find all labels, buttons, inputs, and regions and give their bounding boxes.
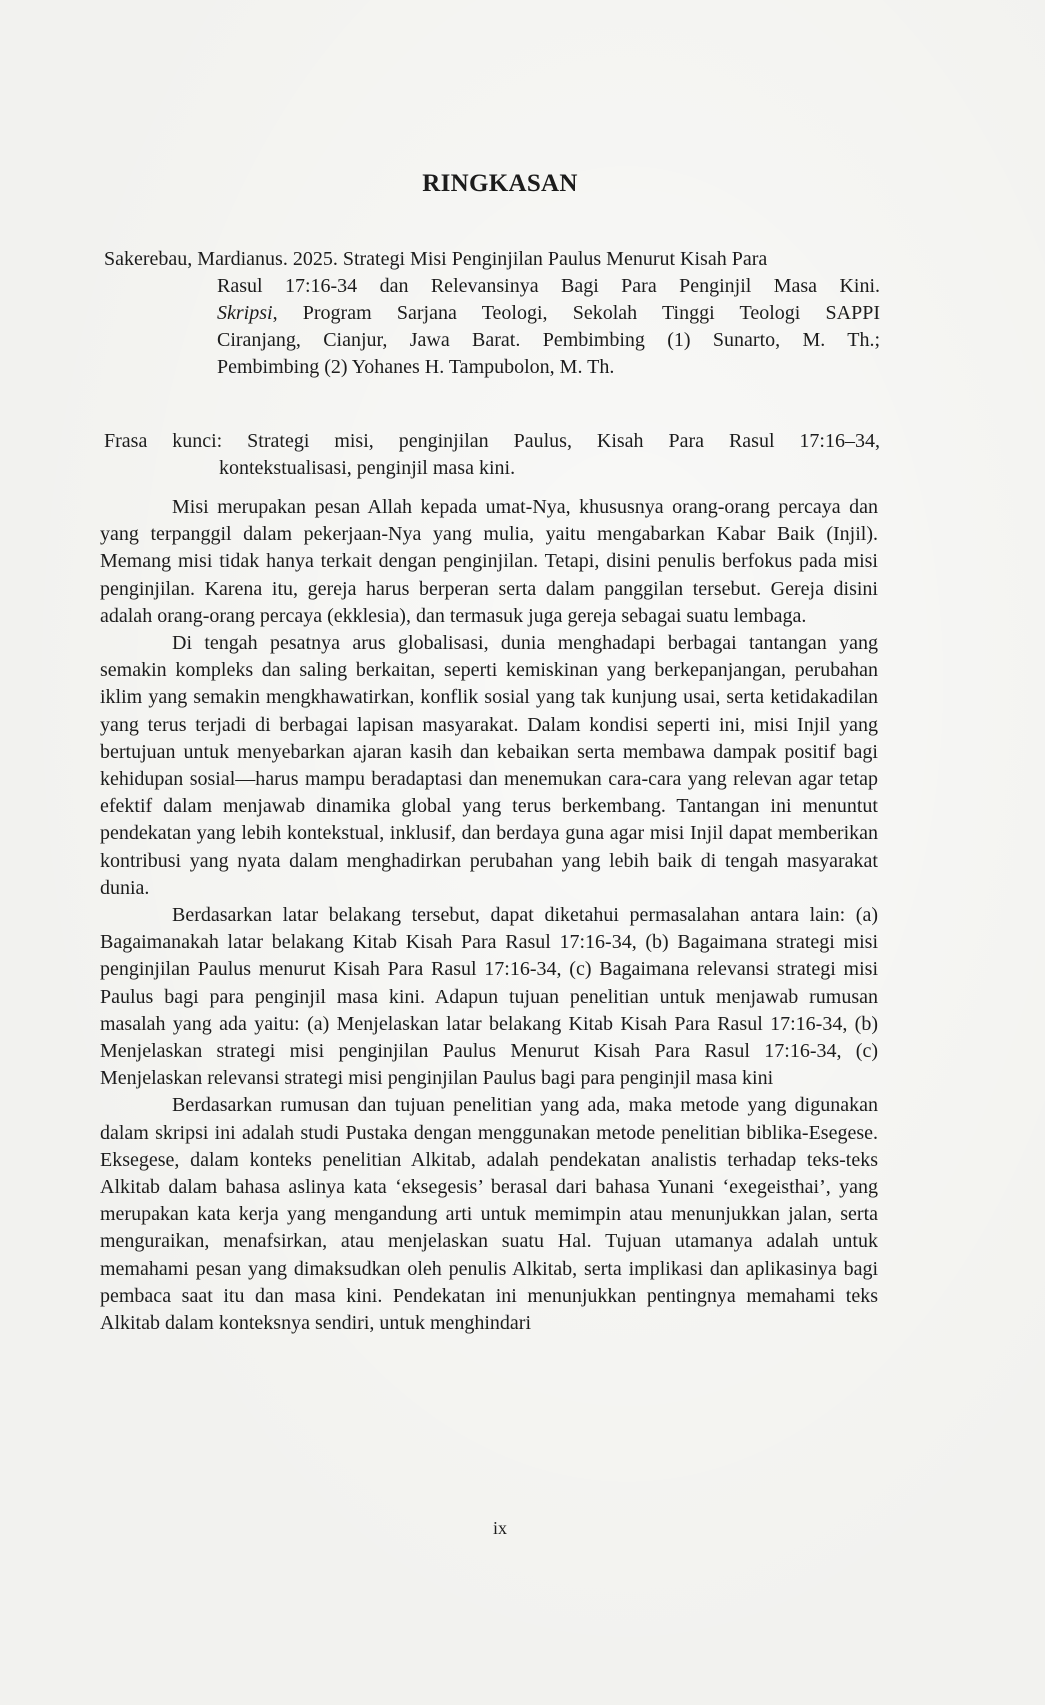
paragraph: Berdasarkan rumusan dan tujuan penelitian yang ada, maka metode yang digunakan dalam skripsi ini adalah studi Pustaka dengan menggunakan metode penelitian biblika-Esegese. Eksegese, dalam konteks penelitian Alkitab, adalah pendekatan analistis terhadap teks-teks Alkitab dalam bahasa aslinya kata ‘eksegesis’ berasal dari bahasa Yunani ‘exegeisthai’, yang merupakan kata kerja yang mengandung arti untuk memimpin atau menunjukkan jalan, serta menguraikan, menafsirkan, atau menjelaskan suatu Hal. Tujuan utamanya adalah untuk memahami pesan yang dimaksudkan oleh penulis Alkitab, serta implikasi dan aplikasinya bagi pembaca saat itu dan masa kini. Pendekatan ini menunjukkan pentingnya memahami teks Alkitab dalam konteksnya sendiri, untuk menghindari [100,1094,878,1335]
page-number: ix [492,1518,507,1538]
citation-line: Sakerebau, Mardianus. 2025. Strategi Misi Penginjilan Paulus Menurut Kisah Para [104,248,768,270]
citation-line [104,300,880,327]
paragraph: Berdasarkan latar belakang tersebut, dapat diketahui permasalahan antara lain: (a) Bagaimanakah latar belakang Kitab Kisah Para Rasul 17:16-34, (b) Bagaimana strategi misi penginjilan Paulus menurut Kisah Para Rasul 17:16-34, (c) Bagaimana relevansi strategi misi Paulus bagi para penginjil masa kini. Adapun tujuan penelitian untuk menjawab rumusan masalah yang ada yaitu: (a) Menjelaskan latar belakang Kitab Kisah Para Rasul 17:16-34, (b) Menjelaskan strategi misi penginjilan Paulus Menurut Kisah Para Rasul 17:16-34, (c) Menjelaskan relevansi strategi misi penginjilan Paulus bagi para penginjil masa kini [100,904,878,1090]
paragraph: Misi merupakan pesan Allah kepada umat-Nya, khususnya orang-orang percaya dan yang terpanggil dalam pekerjaan-Nya yang mulia, yaitu mengabarkan Kabar Baik (Injil). Memang misi tidak hanya terkait dengan penginjilan. Tetapi, disini penulis berfokus pada misi penginjilan. Karena itu, gereja harus berperan serta dalam panggilan tersebut. Gereja disini adalah orang-orang percaya (ekklesia), dan termasuk juga gereja sebagai suatu lembaga. [100,496,878,627]
citation-line: Rasul 17:16-34 dan Relevansinya Bagi Para Penginjil Masa Kini. [217,275,880,297]
paragraph: Di tengah pesatnya arus globalisasi, dunia menghadapi berbagai tantangan yang semakin kompleks dan saling berkaitan, seperti kemiskinan yang berkepanjangan, perubahan iklim yang semakin mengkhawatirkan, konflik sosial yang tak kunjung usai, serta ketidakadilan yang terus terjadi di berbagai lapisan masyarakat. Dalam kondisi seperti ini, misi Injil yang bertujuan untuk menyebarkan ajaran kasih dan kebaikan serta membawa dampak positif bagi kehidupan sosial—harus mampu beradaptasi dan menemukan cara-cara yang relevan agar tetap efektif dalam menjawab dinamika global yang terus berkembang. Tantangan ini menuntut pendekatan yang lebih kontekstual, inklusif, dan berdaya guna agar misi Injil dapat memberikan kontribusi yang nyata dalam menghadirkan perubahan yang lebih baik di tengah masyarakat dunia. [100,632,878,899]
citation-skripsi-label: Skripsi [217,302,273,324]
keywords-line: kontekstualisasi, penginjil masa kini. [219,457,516,479]
keywords-line: Frasa kunci: Strategi misi, penginjilan Paulus, Kisah Para Rasul 17:16–34, [104,430,880,452]
keywords [104,428,880,482]
citation-line: Pembimbing (2) Yohanes H. Tampubolon, M. Th. [217,356,615,378]
citation-line-rest: , Program Sarjana Teologi, Sekolah Tinggi Teologi SAPPI [272,302,880,324]
bibliographic-citation [104,246,880,381]
citation-line: Ciranjang, Cianjur, Jawa Barat. Pembimbing (1) Sunarto, M. Th.; [217,329,880,351]
page-title: RINGKASAN [422,170,578,197]
summary-body [100,494,878,1337]
